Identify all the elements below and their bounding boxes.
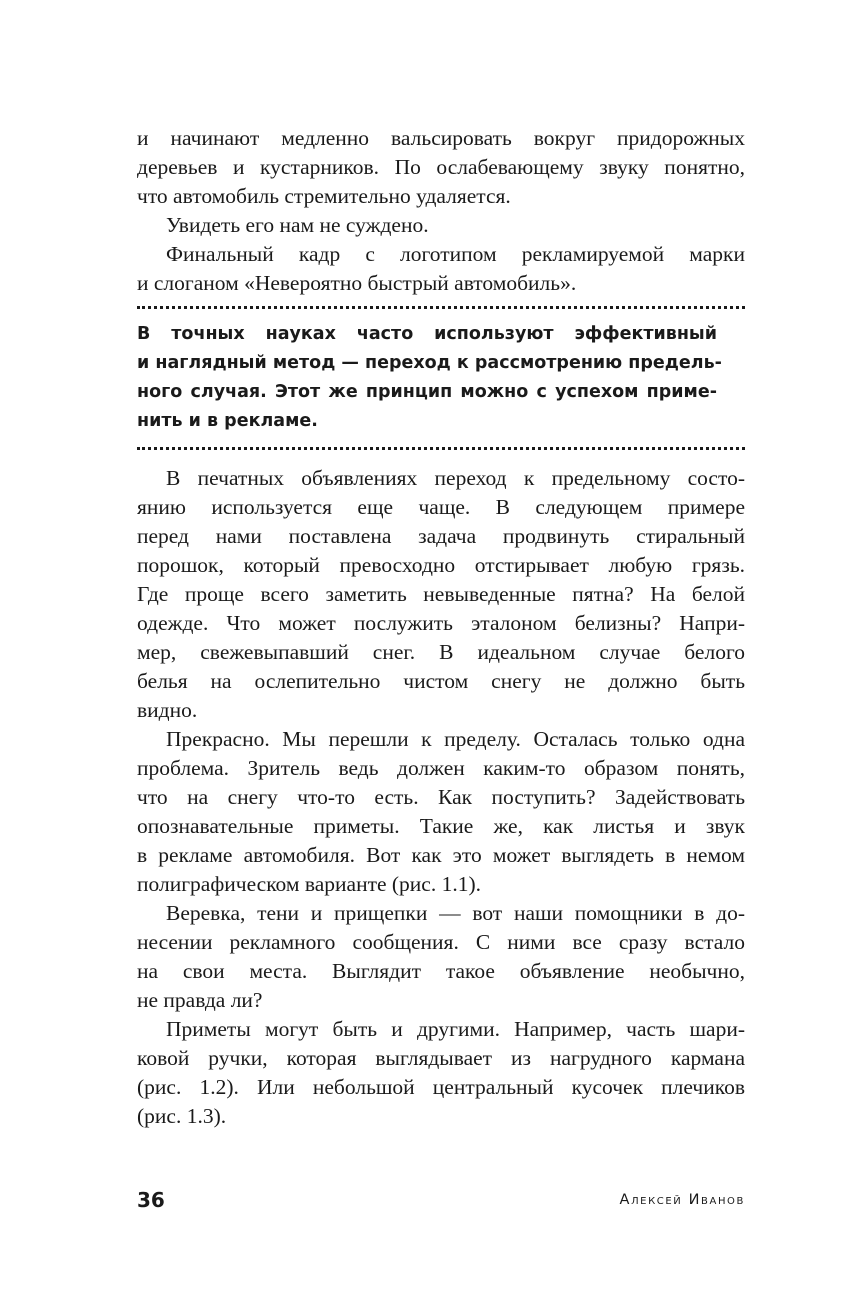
text-line: мер, свежевыпавший снег. В идеальном случае белого (137, 640, 745, 664)
paragraph (137, 725, 745, 899)
callout-line: В точных науках часто используют эффективный (137, 324, 717, 344)
text-line: что автомобиль стремительно удаляется. (137, 184, 511, 208)
paragraph (137, 211, 745, 240)
text-line: В печатных объявлениях переход к предельному состо- (166, 466, 745, 490)
text-line: Увидеть его нам не суждено. (166, 213, 429, 237)
text-line: Прекрасно. Мы перешли к пределу. Осталась только одна (166, 727, 745, 751)
text-line: несении рекламного сообщения. С ними все сразу встало (137, 930, 745, 954)
callout-line: ного случая. Этот же принцип можно с успехом приме- (137, 382, 717, 402)
page-number: 36 (137, 1188, 165, 1212)
paragraph (137, 124, 745, 211)
text-line: (рис. 1.3). (137, 1104, 227, 1128)
text-line: порошок, который превосходно отстирывает любую грязь. (137, 553, 745, 577)
text-line: в рекламе автомобиля. Вот как это может выглядеть в немом (137, 843, 745, 867)
paragraph (137, 464, 745, 725)
running-head-author: Алексей Иванов (619, 1192, 745, 1208)
text-line: и начинают медленно вальсировать вокруг придорожных (137, 126, 745, 150)
text-line: Финальный кадр с логотипом рекламируемой марки (166, 242, 745, 266)
callout-line: и наглядный метод — переход к рассмотрению предель- (137, 353, 722, 373)
text-line: одежде. Что может послужить эталоном белизны? Напри- (137, 611, 745, 635)
text-line: опознавательные приметы. Такие же, как листья и звук (137, 814, 745, 838)
paragraph (137, 1015, 745, 1131)
text-line: деревьев и кустарников. По ослабевающему звуку понятно, (137, 155, 745, 179)
text-line: ковой ручки, которая выглядывает из нагрудного кармана (137, 1046, 745, 1070)
text-line: янию используется еще чаще. В следующем примере (137, 495, 745, 519)
text-line: полиграфическом варианте (рис. 1.1). (137, 872, 482, 896)
text-line: перед нами поставлена задача продвинуть стиральный (137, 524, 745, 548)
callout-line: нить и в рекламе. (137, 411, 318, 431)
text-line: видно. (137, 698, 198, 722)
text-line: белья на ослепительно чистом снегу не должно быть (137, 669, 745, 693)
page-body (137, 124, 745, 1131)
text-line: (рис. 1.2). Или небольшой центральный кусочек плечиков (137, 1075, 745, 1099)
text-line: Где проще всего заметить невыведенные пятна? На белой (137, 582, 745, 606)
paragraph (137, 240, 745, 298)
page-footer (137, 1185, 745, 1215)
callout-text (137, 309, 745, 447)
text-line: проблема. Зритель ведь должен каким-то образом понять, (137, 756, 745, 780)
text-line: Веревка, тени и прищепки — вот наши помощники в до- (166, 901, 745, 925)
callout-box (137, 306, 745, 450)
paragraph (137, 899, 745, 1015)
text-line: не правда ли? (137, 988, 263, 1012)
text-line: Приметы могут быть и другими. Например, часть шари- (166, 1017, 745, 1041)
dotted-rule-bottom (137, 447, 745, 450)
text-line: что на снегу что-то есть. Как поступить? Задействовать (137, 785, 745, 809)
text-line: и слоганом «Невероятно быстрый автомобиль». (137, 271, 577, 295)
text-line: на свои места. Выглядит такое объявление необычно, (137, 959, 745, 983)
